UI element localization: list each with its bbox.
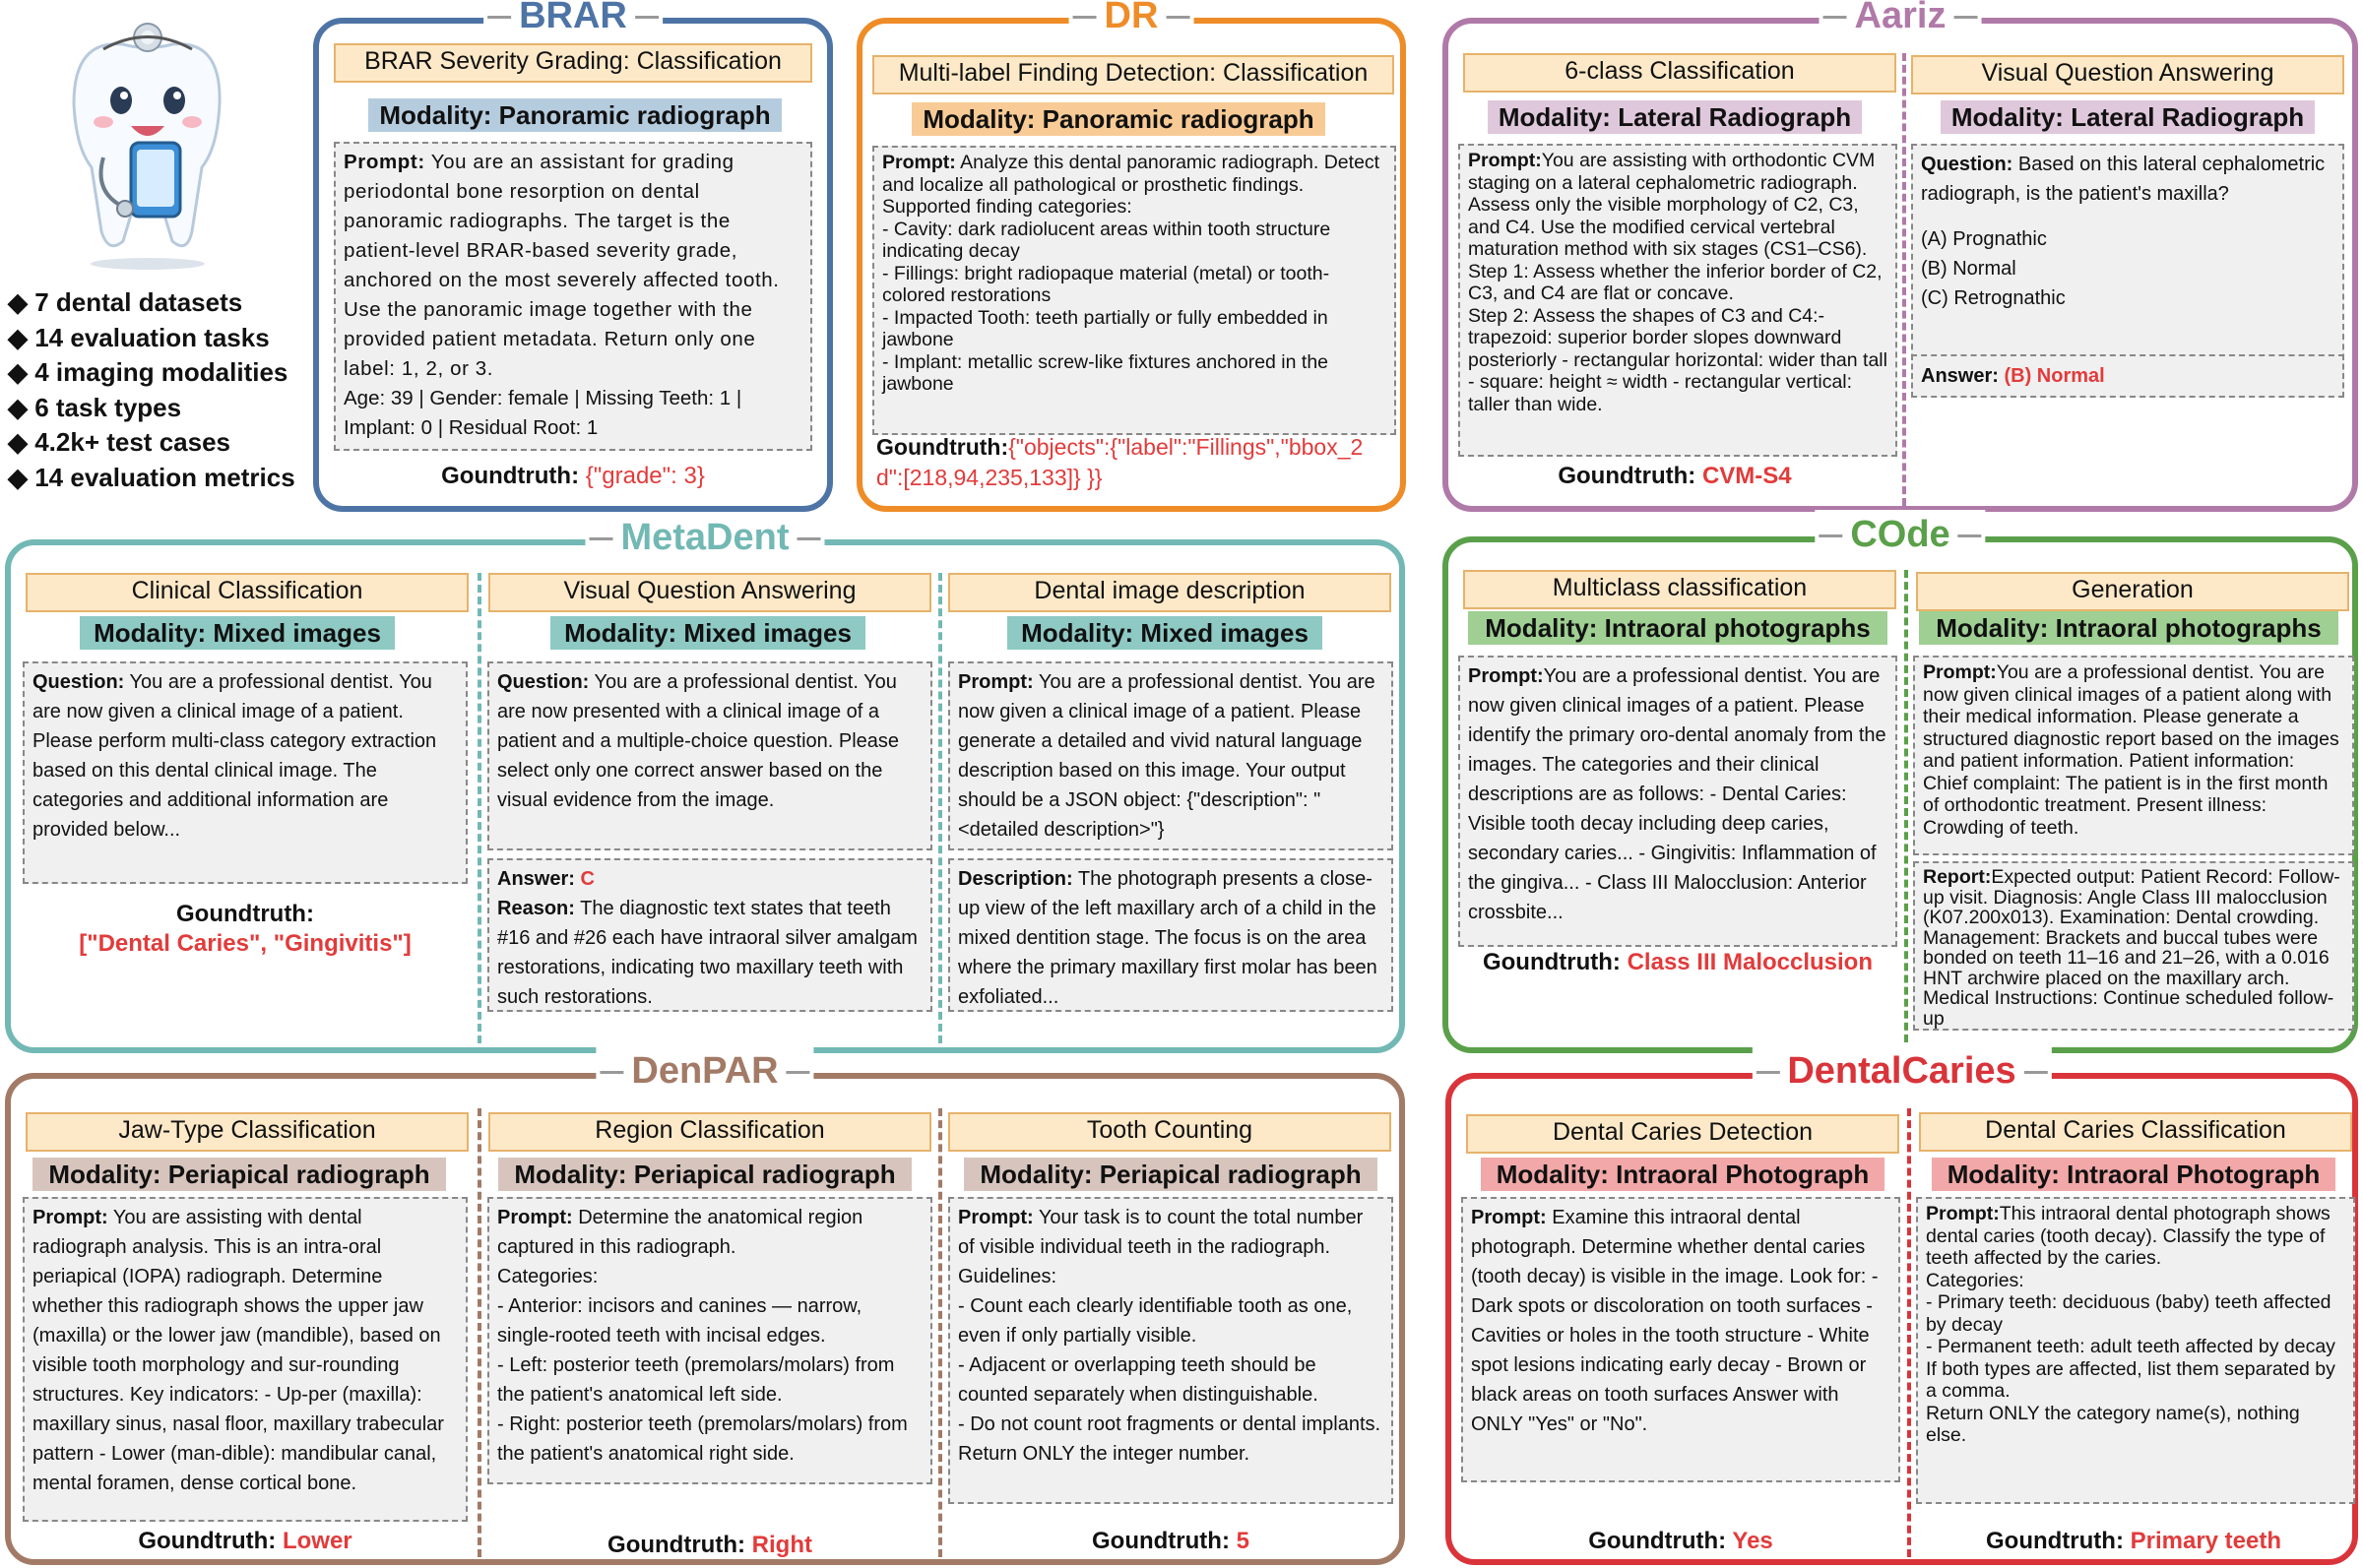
panel-title: DentalCaries (1752, 1046, 2051, 1096)
divider (1904, 570, 1908, 1042)
prompt-box (1458, 144, 1897, 457)
answer-value: (B) Normal (2004, 365, 2105, 387)
groundtruth-value: ["Dental Caries", "Gingivitis"] (79, 930, 412, 957)
question-text: Based on this lateral cephalometric radiograph, is the patient's maxilla? (1921, 154, 2326, 205)
dental-caries-panel (1445, 1050, 2358, 1565)
metadent-panel (5, 517, 1405, 1053)
finding-category: - Fillings: bright radiopaque material (metal) or tooth-colored restorations (882, 262, 1330, 306)
panel-title: DenPAR (596, 1046, 813, 1096)
answer-box (487, 858, 932, 1012)
prompt-key: Prompt: (1468, 150, 1542, 171)
prompt-text: Examine this intraoral dental photograph. Determine whether dental caries (tooth decay) is visible in the image. Look for: - Dark spots or discoloration on tooth surfaces - Cavities or holes in the tooth structure - White spot lesions indicating early decay - Brown or black areas on tooth surfaces Answer with ONLY "Yes" or "No". (1471, 1207, 1879, 1435)
modality-label: Modality: Lateral Radiograph (1488, 100, 1862, 134)
stat-item: ◆ 4.2k+ test cases (8, 427, 230, 457)
answer-option: (A) Prognathic (1921, 228, 2047, 250)
task-label: Jaw-Type Classification (26, 1112, 469, 1152)
groundtruth-label: Goundtruth: (1588, 1528, 1727, 1554)
groundtruth-value: Right (751, 1532, 812, 1558)
dr-panel (857, 0, 1406, 512)
prompt-text: Your task is to count the total number of visible individual teeth in the radiograph. (958, 1207, 1364, 1258)
groundtruth (487, 1532, 932, 1559)
guideline-line: Guidelines: (958, 1266, 1057, 1287)
question-key: Question: (1921, 154, 2013, 175)
guideline-line: - Do not count root fragments or dental implants. Return ONLY the integer number. (958, 1413, 1381, 1465)
task-label: Clinical Classification (26, 573, 469, 612)
answer-value: C (580, 868, 595, 890)
task-label: Dental Caries Detection (1466, 1114, 1899, 1154)
report-text: Expected output: Patient Record: Follow-up visit. Diagnosis: Angle Class III malocclusion (K07.200x013). Examination: Dental crowding. Management: Brackets and buccal tubes were bonded on teeth 11–16 and 21–26, with a 0.016 HNT archwire placed on the maxillary arch. Medical Instructions: Continue scheduled follow-up (1923, 866, 2340, 1030)
task-label: Dental Caries Classification (1919, 1112, 2352, 1152)
guideline-line: - Count each clearly identifiable tooth as one, even if only partially visible. (958, 1295, 1353, 1347)
category-line: Return ONLY the category name(s), nothing else. (1926, 1402, 2300, 1446)
modality-label: Modality: Periapical radiograph (964, 1158, 1377, 1191)
step-text: Step 1: Assess whether the inferior border of C2, C3, and C4 are flat or concave. (1468, 260, 1883, 304)
stat-item: ◆ 4 imaging modalities (8, 357, 288, 387)
question-key: Question: (32, 671, 125, 693)
groundtruth (1448, 463, 1901, 490)
groundtruth (23, 900, 468, 959)
groundtruth-value: 5 (1236, 1528, 1249, 1554)
reason-text: The diagnostic text states that teeth #16 and #26 each have intraoral silver amalgam restorations, indicating two maxillary teeth with such restorations. (497, 898, 918, 1008)
task-label: Tooth Counting (948, 1112, 1391, 1152)
groundtruth (1448, 949, 1907, 976)
question-box (1911, 144, 2344, 390)
panel-title: Aariz (1820, 0, 1982, 40)
guideline-line: - Adjacent or overlapping teeth should be counted separately when distinguishable. (958, 1354, 1318, 1406)
prompt-text: You are a professional dentist. You are now given a clinical image of a patient. Please generate a detailed and vivid natural language description based on this image. Your output should be a JSON object: {"description": "<detailed description>"} (958, 671, 1375, 841)
groundtruth-label: Goundtruth: (176, 901, 314, 927)
dataset-stats-list (8, 285, 295, 495)
description-key: Description: (958, 868, 1073, 890)
prompt-box (872, 146, 1396, 435)
groundtruth (876, 432, 1369, 493)
groundtruth-label: Goundtruth: (1558, 463, 1696, 489)
prompt-key: Prompt: (1471, 1207, 1547, 1228)
prompt-box (334, 142, 812, 451)
divider (478, 573, 481, 1043)
groundtruth (319, 463, 827, 490)
prompt-box (1916, 1197, 2355, 1504)
description-text: The photograph presents a close-up view of the left maxillary arch of a child in the mixed dentition stage. The focus is on the area where the primary maxillary first molar has been exfoliated... (958, 868, 1377, 1008)
modality-label: Modality: Panoramic radiograph (368, 98, 782, 132)
answer-key: Answer: (1921, 365, 1999, 387)
finding-category: - Impacted Tooth: teeth partially or fully embedded in jawbone (882, 306, 1328, 350)
groundtruth-label: Goundtruth: (1985, 1528, 2124, 1554)
prompt-text: You are a professional dentist. You are now given clinical images of a patient. Please identify the primary oro-dental anomaly from the images. The categories and their clinical descriptions are as follows: - Dental Caries: Visible tooth decay including deep caries, secondary caries... - Gingivitis: Inflammation of the gingiva... - Class III Malocclusion: Anterior crossbite... (1468, 665, 1886, 923)
patient-metadata: Age: 39 | Gender: female | Missing Teeth: 1 | Implant: 0 | Residual Root: 1 (344, 387, 742, 439)
category-line: Categories: (1926, 1269, 2024, 1291)
groundtruth-label: Goundtruth: (441, 463, 580, 489)
modality-label: Modality: Periapical radiograph (498, 1158, 912, 1191)
modality-label: Modality: Intraoral Photograph (1932, 1158, 2335, 1191)
finding-category: - Implant: metallic screw-like fixtures anchored in the jawbone (882, 350, 1329, 395)
task-label: 6-class Classification (1463, 53, 1896, 93)
question-text: You are a professional dentist. You are now given a clinical image of a patient. Please perform multi-class category extraction based on this dental clinical image. The categories and additional information are provided below... (32, 671, 437, 841)
finding-category: Supported finding categories: (882, 196, 1132, 218)
divider (1907, 1108, 1911, 1557)
prompt-key: Prompt: (32, 1207, 108, 1228)
prompt-text: You are assisting with orthodontic CVM staging on a lateral cephalometric radiograph. Assess only the visible morphology of C2, C3, and C4. Use the modified cervical vertebral maturation method with six stages (CS1–CS6). (1468, 150, 1876, 260)
prompt-box (487, 1197, 932, 1484)
report-key: Report: (1923, 866, 1992, 888)
task-label: Multi-label Finding Detection: Classification (872, 55, 1394, 94)
modality-label: Modality: Intraoral Photograph (1481, 1158, 1884, 1191)
groundtruth (1451, 1528, 1910, 1555)
report-box (1913, 861, 2354, 1031)
groundtruth (948, 1528, 1393, 1555)
answer-key: Answer: (497, 868, 575, 890)
prompt-box (948, 1197, 1393, 1504)
groundtruth-value: Yes (1732, 1528, 1773, 1554)
prompt-key: Prompt: (1923, 661, 1997, 683)
category-line: - Permanent teeth: adult teeth affected by decay (1926, 1336, 2335, 1357)
prompt-text: Determine the anatomical region captured in this radiograph. (497, 1207, 863, 1258)
prompt-key: Prompt: (1926, 1203, 2000, 1224)
groundtruth-value: Primary teeth (2130, 1528, 2282, 1554)
groundtruth-label: Goundtruth: (876, 434, 1009, 460)
panel-title: MetaDent (585, 513, 824, 562)
prompt-box (948, 661, 1393, 850)
prompt-text: You are an assistant for grading periodontal bone resorption on dental panoramic radiographs. The target is the patient-level BRAR-based severity grade, anchored on the most severely affected tooth. Use the panoramic image together with the provided patient metadata. Return only one label: 1, 2, or 3. (344, 151, 780, 380)
stat-item: ◆ 14 evaluation tasks (8, 322, 270, 352)
denpar-panel (5, 1050, 1405, 1565)
panel-title: BRAR (483, 0, 663, 40)
modality-label: Modality: Panoramic radiograph (912, 102, 1325, 136)
task-label: Visual Question Answering (488, 573, 931, 612)
groundtruth-label: Goundtruth: (138, 1528, 277, 1554)
prompt-box (23, 1197, 468, 1522)
modality-label: Modality: Mixed images (1007, 616, 1322, 650)
task-label: Region Classification (488, 1112, 931, 1152)
panel-title: DR (1069, 0, 1194, 40)
divider (938, 573, 942, 1043)
stat-item: ◆ 14 evaluation metrics (8, 462, 295, 492)
groundtruth-label: Goundtruth: (607, 1532, 745, 1558)
task-label: Generation (1916, 572, 2349, 611)
groundtruth-label: Goundtruth: (1482, 949, 1621, 975)
finding-category: - Cavity: dark radiolucent areas within tooth structure indicating decay (882, 218, 1331, 262)
prompt-box (1913, 656, 2354, 855)
modality-label: Modality: Mixed images (80, 616, 395, 650)
prompt-text: Analyze this dental panoramic radiograph. Detect and localize all pathological or prosthetic findings. (882, 152, 1380, 196)
groundtruth-label: Goundtruth: (1092, 1528, 1230, 1554)
prompt-key: Prompt: (1468, 665, 1544, 687)
panel-title: COde (1815, 510, 1985, 559)
modality-label: Modality: Intraoral photographs (1919, 611, 2338, 645)
answer-option: (B) Normal (1921, 258, 2016, 280)
category-line: - Anterior: incisors and canines — narrow, single-rooted teeth with incisal edges. (497, 1295, 862, 1347)
prompt-text: You are a professional dentist. You are now given clinical images of a patient along with their medical information. Please generate a structured diagnostic report based on the images and patient information. Patient information: Chief complaint: The patient is in the first month of orthodontic treatment. Present illness: Crowding of teeth. (1923, 661, 2339, 839)
reason-key: Reason: (497, 898, 575, 919)
description-box (948, 858, 1393, 1012)
prompt-text: This intraoral dental photograph shows dental caries (tooth decay). Classify the type of teeth affected by the caries. (1926, 1203, 2331, 1269)
task-label: Multiclass classification (1463, 570, 1896, 609)
groundtruth-value: {"objects":{"label":"Fillings","bbox_2d":[218,94,235,133]} }} (876, 434, 1364, 490)
question-key: Question: (497, 671, 590, 693)
divider (1902, 53, 1906, 506)
task-label: BRAR Severity Grading: Classification (334, 43, 812, 83)
modality-label: Modality: Mixed images (550, 616, 865, 650)
category-line: Categories: (497, 1266, 599, 1287)
divider (938, 1108, 942, 1557)
question-box (487, 661, 932, 850)
brar-panel (313, 0, 833, 512)
task-label: Dental image description (948, 573, 1391, 612)
divider (478, 1108, 481, 1557)
stat-item: ◆ 7 dental datasets (8, 287, 243, 317)
step-text: Step 2: Assess the shapes of C3 and C4:- trapezoid: superior border slopes downward posteriorly - rectangular horizontal: wider than tall - square: height ≈ width - rectangular vertical: taller than wide. (1468, 304, 1887, 415)
groundtruth (1910, 1528, 2357, 1555)
modality-label: Modality: Intraoral photographs (1468, 611, 1887, 645)
groundtruth-value: Class III Malocclusion (1627, 949, 1874, 975)
prompt-key: Prompt: (344, 151, 425, 173)
prompt-key: Prompt: (882, 152, 956, 173)
groundtruth-value: {"grade": 3} (585, 463, 705, 489)
modality-label: Modality: Periapical radiograph (32, 1158, 446, 1191)
category-line: - Left: posterior teeth (premolars/molars) from the patient's anatomical left side. (497, 1354, 895, 1406)
question-box (23, 661, 468, 884)
category-line: If both types are affected, list them separated by a comma. (1926, 1357, 2335, 1402)
modality-label: Modality: Lateral Radiograph (1941, 100, 2315, 134)
prompt-box (1458, 656, 1897, 947)
groundtruth-value: CVM-S4 (1701, 463, 1792, 489)
category-line: - Right: posterior teeth (premolars/molars) from the patient's anatomical right side. (497, 1413, 908, 1465)
groundtruth (23, 1528, 468, 1555)
code-panel (1442, 514, 2358, 1053)
aariz-panel (1442, 0, 2358, 512)
prompt-key: Prompt: (497, 1207, 573, 1228)
answer-box (1911, 354, 2344, 398)
answer-option: (C) Retrognathic (1921, 287, 2066, 309)
question-text: You are a professional dentist. You are now presented with a clinical image of a patient and a multiple-choice question. Please select only one correct answer based on the visual evidence from the image. (497, 671, 900, 811)
category-line: - Primary teeth: deciduous (baby) teeth affected by decay (1926, 1291, 2331, 1336)
prompt-text: You are assisting with dental radiograph analysis. This is an intra-oral periapical (IOPA) radiograph. Determine whether this radiograph shows the upper jaw (maxilla) or the lower jaw (mandible), based on visible tooth morphology and sur-rounding structures. Key indicators: - Up-per (maxilla): maxillary sinus, nasal floor, maxillary trabecular pattern - Lower (man-dible): mandibular canal, mental foramen, dense cortical bone. (32, 1207, 444, 1494)
prompt-box (1461, 1197, 1900, 1482)
groundtruth-value: Lower (282, 1528, 352, 1554)
dentist-tooth-mascot-icon (44, 20, 251, 271)
prompt-key: Prompt: (958, 671, 1034, 693)
prompt-key: Prompt: (958, 1207, 1034, 1228)
task-label: Visual Question Answering (1911, 55, 2344, 94)
stat-item: ◆ 6 task types (8, 392, 182, 422)
